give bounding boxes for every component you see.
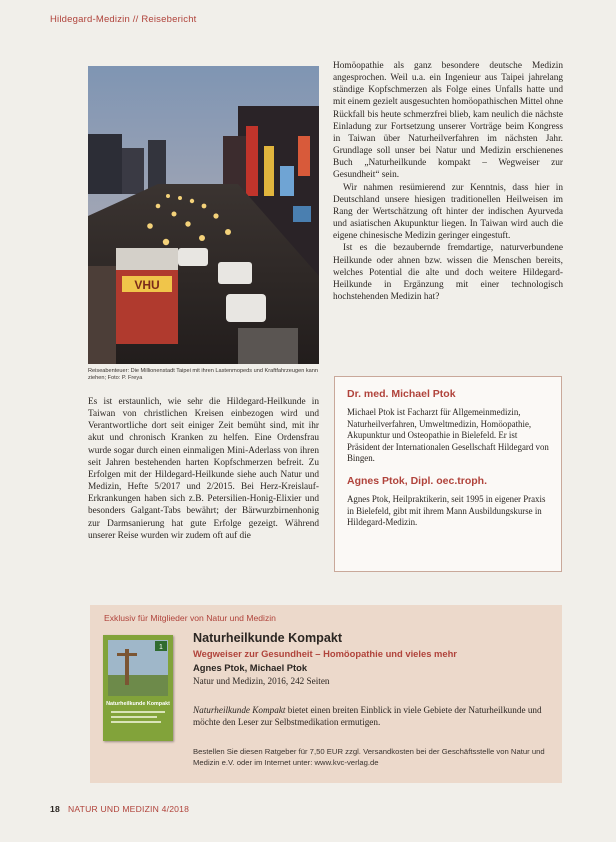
book-badge: 1: [159, 644, 163, 651]
city-traffic-photo: [88, 66, 319, 364]
author-bio-box: [334, 376, 562, 572]
book-title: Naturheilkunde Kompakt: [193, 631, 343, 645]
book-cover-art: [103, 635, 173, 741]
right-text-column: [333, 60, 563, 303]
bio-name-agnes: Agnes Ptok, Dipl. oec.troph.: [347, 474, 488, 487]
book-cover-title: Naturheilkunde Kompakt: [106, 701, 170, 707]
section-header: Hildegard-Medizin // Reisebericht: [50, 14, 197, 25]
book-cover-image: [103, 635, 173, 741]
paragraph: Es ist erstaunlich, wie sehr die Hildegard-Heilkunde in Taiwan von christlichen Kreisen einbezogen wird und Verantwortliche dort seit einiger Zeit bemüht sind, mit ihr akut und chronisch Kranken zu helfen. Eine Ordensfrau wurde sogar durch einen einmaligen Mini-Aderlass von ihren seit Jahren bestehenden harten Kopfschmerzen befreit. Zu Erfolgen mit der Hildegard-Heilkunde siehe auch Natur und Medizin, Hefte 5/2017 und 2/2015. Bei Herz-Kreislauf-Erkrankungen haben sich z.B. Petersilien-Honig-Elixier und besonders Galgant-Tabs bewährt; der Bärwurzbirnenhonig zur Darmsanierung hat gute Erfolge gezeigt. Während unserer Reise wurden wir zudem oft auf die: [88, 397, 319, 541]
page-number: 18: [50, 804, 60, 814]
book-description-title: Naturheilkunde Kompakt: [193, 705, 286, 715]
promo-label: Exklusiv für Mitglieder von Natur und Medizin: [104, 613, 276, 623]
book-description-text: bietet einen breiten Einblick in viele Gebiete der Naturheilkunde und möchte den Leser zur Selbstmedikation ermutigen.: [193, 705, 542, 728]
order-info: Bestellen Sie diesen Ratgeber für 7,50 EUR zzgl. Versandkosten bei der Geschäftsstelle von Natur und Medizin e.V. oder im Internet unter: www.kvc-verlag.de: [193, 747, 545, 767]
magazine-issue: NATUR UND MEDIZIN 4/2018: [67, 804, 190, 814]
bio-text-michael: Michael Ptok ist Facharzt für Allgemeinmedizin, Naturheilverfahren, Umweltmedizin, Homöopathie, Akupunktur und Osteopathie in Bielefeld. Er ist Präsident der Internationalen Gesellschaft Hildegard von Bingen.: [347, 407, 549, 464]
paragraph: Ist es die bezaubernde fremdartige, naturverbundene Heilkunde oder ahnen bzw. wissen die Menschen bereits, welches Potential die alte und doch weitere Hildegard-Heilkunde in Ergänzung mit einer technologisch hochstehenden Medizin hat?: [333, 243, 563, 302]
book-description: [193, 704, 549, 728]
book-subtitle: Wegweiser zur Gesundheit – Homöopathie und vieles mehr: [193, 648, 457, 659]
photo-illustration: [88, 66, 319, 364]
photo-caption: Reiseabenteuer: Die Millionenstadt Taipei mit ihren Lastenmopeds und Kraftfahrzeugen kann ziehen; Foto: P. Freya: [88, 368, 319, 382]
left-text-column: [88, 396, 319, 542]
book-authors: Agnes Ptok, Michael Ptok: [193, 662, 308, 673]
bus-sign-text: VHU: [134, 278, 160, 292]
book-promo-box: [90, 605, 562, 783]
paragraph: Wir nahmen resümierend zur Kenntnis, dass hier in Deutschland unsere hiesigen traditionellen Heilweisen im Rang der Wertschätzung oft hinter der indischen Ayurveda und asiatischen Akupunktur liegen. In Taiwan wird auch die eigene chinesische Medizin geringer eingestuft.: [333, 182, 563, 242]
bio-text-agnes: Agnes Ptok, Heilpraktikerin, seit 1995 in eigener Praxis in Bielefeld, gibt mit ihrem Mann Ausbildungskurse in Hildegard-Medizin.: [347, 493, 546, 528]
book-publisher: Natur und Medizin, 2016, 242 Seiten: [193, 676, 330, 686]
bio-name-michael: Dr. med. Michael Ptok: [347, 388, 456, 400]
paragraph: Homöopathie als ganz besondere deutsche Medizin angesprochen. Weil u.a. ein Ingenieur aus Taipei jahrelang ständige Kopfschmerzen als Folge eines Unfalls hatte und mit einem gezielt ausgesuchten homöopathischen Mittel ohne Rückfall bis heute schmerzfrei blieb, kam neulich die nächste Einladung zur Fortsetzung unserer Vorträge beim Kongress in Taiwan über Naturheilverfahren im nächsten Jahr. Grundlage soll unser bei Natur und Medizin erschienenes Buch „Naturheilkunde kompakt – Wegweiser zur Gesundheit“ sein.: [333, 61, 563, 181]
page-footer: [50, 804, 189, 814]
